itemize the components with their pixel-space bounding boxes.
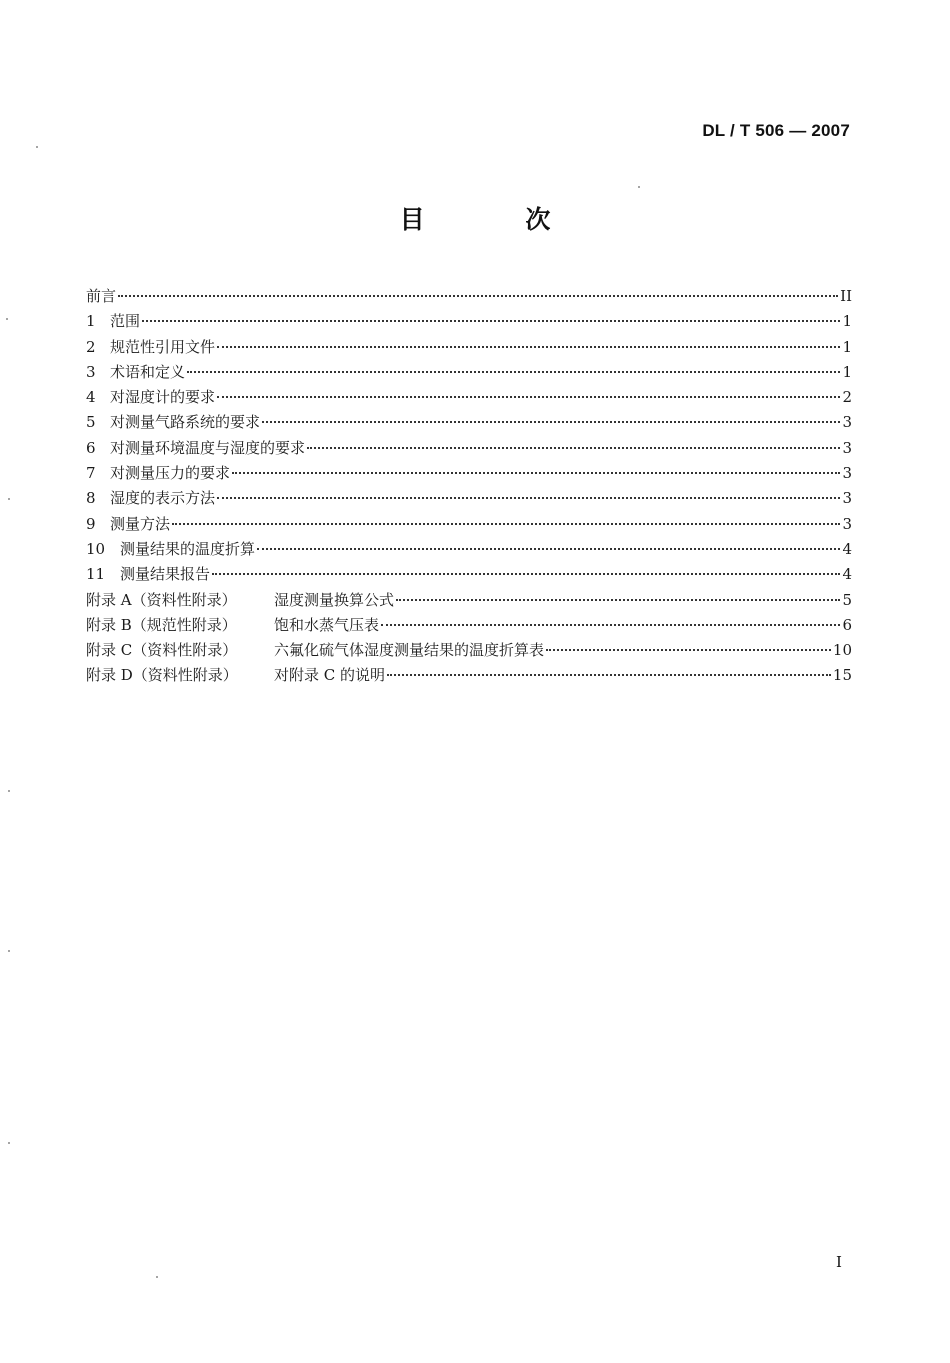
- toc-leader-dots: [307, 447, 840, 449]
- standard-code: DL / T 506 — 2007: [702, 121, 850, 140]
- toc-page-number: 15: [832, 666, 852, 685]
- scan-speck: [8, 790, 10, 792]
- toc-page-number: 3: [842, 514, 852, 533]
- toc-entry-text: 对测量气路系统的要求: [110, 413, 261, 432]
- toc-entry-text: 测量方法: [110, 514, 171, 533]
- toc-leader-dots: [118, 295, 838, 297]
- toc-page-number: 1: [842, 362, 852, 381]
- toc-page-number: II: [840, 287, 852, 305]
- toc-entry-11[interactable]: [86, 562, 852, 587]
- toc-leader-dots: [142, 320, 840, 322]
- toc-leader-dots: [217, 497, 840, 499]
- toc-page-number: 10: [832, 641, 852, 660]
- toc-entry-text: 六氟化硫气体湿度测量结果的温度折算表: [274, 641, 545, 660]
- toc-entry-1[interactable]: [86, 309, 852, 334]
- toc-entry-number: 3: [86, 362, 96, 381]
- toc-entry-number: 10: [86, 539, 106, 558]
- toc-page-number: 1: [842, 312, 852, 331]
- toc-entry-5[interactable]: [86, 410, 852, 435]
- toc-entry-4[interactable]: [86, 385, 852, 410]
- toc-page-number: 2: [842, 388, 852, 407]
- toc-entry-appendix-c[interactable]: [86, 638, 852, 663]
- toc-entry-text: 规范性引用文件: [110, 337, 216, 356]
- toc-entry-number: 1: [86, 312, 96, 331]
- scan-speck: [36, 146, 38, 148]
- toc-entry-number: 6: [86, 438, 96, 457]
- toc-leader-dots: [187, 371, 840, 373]
- toc-appendix-label: 附录 D（资料性附录）: [86, 666, 238, 685]
- toc-entry-number: 11: [86, 565, 106, 584]
- scan-speck: [8, 1142, 10, 1144]
- toc-page-number: 1: [842, 337, 852, 356]
- toc-page-number: 4: [842, 539, 852, 558]
- toc-leader-dots: [396, 599, 840, 601]
- toc-entry-appendix-d[interactable]: [86, 663, 852, 688]
- toc-leader-dots: [217, 396, 840, 398]
- toc-entry-text: 对测量环境温度与湿度的要求: [110, 438, 306, 457]
- toc-appendix-label: 附录 A（资料性附录）: [86, 590, 237, 609]
- toc-entry-6[interactable]: [86, 436, 852, 461]
- toc-entry-number: 5: [86, 413, 96, 432]
- toc-leader-dots: [387, 674, 831, 676]
- toc-page-number: 3: [842, 413, 852, 432]
- scan-speck: [156, 1276, 158, 1278]
- toc-entry-foreword[interactable]: [86, 284, 852, 309]
- toc-entry-number: 9: [86, 514, 96, 533]
- toc-entry-number: 2: [86, 337, 96, 356]
- toc-entry-text: 范围: [110, 312, 141, 331]
- scan-speck: [6, 318, 8, 320]
- toc-entry-text: 饱和水蒸气压表: [274, 615, 380, 634]
- toc-entry-number: 7: [86, 464, 96, 483]
- toc-entry-10[interactable]: [86, 537, 852, 562]
- toc-entry-text: 术语和定义: [110, 362, 186, 381]
- toc-entry-9[interactable]: [86, 512, 852, 537]
- toc-leader-dots: [257, 548, 840, 550]
- toc-appendix-label: 附录 C（资料性附录）: [86, 641, 238, 660]
- table-of-contents: [86, 284, 852, 689]
- toc-entry-text: 湿度的表示方法: [110, 489, 216, 508]
- toc-entry-3[interactable]: [86, 360, 852, 385]
- toc-entry-text: 对测量压力的要求: [110, 464, 231, 483]
- toc-entry-text: 对湿度计的要求: [110, 388, 216, 407]
- page-title: 目 次: [399, 205, 597, 234]
- toc-leader-dots: [381, 624, 840, 626]
- toc-page-number: 4: [842, 565, 852, 584]
- toc-entry-8[interactable]: [86, 486, 852, 511]
- toc-leader-dots: [212, 573, 840, 575]
- toc-page-number: 6: [842, 615, 852, 634]
- toc-entry-text: 测量结果的温度折算: [120, 539, 256, 558]
- toc-entry-7[interactable]: [86, 461, 852, 486]
- toc-page-number: 3: [842, 464, 852, 483]
- toc-page-number: 3: [842, 489, 852, 508]
- toc-entry-text: 对附录 C 的说明: [274, 666, 386, 685]
- footer-page-number: I: [836, 1253, 842, 1271]
- toc-leader-dots: [262, 421, 840, 423]
- toc-page-number: 5: [842, 590, 852, 609]
- toc-entry-text: 前言: [86, 287, 117, 305]
- toc-entry-appendix-b[interactable]: [86, 613, 852, 638]
- scan-speck: [638, 186, 640, 188]
- toc-leader-dots: [546, 649, 831, 651]
- toc-entry-text: 测量结果报告: [120, 565, 211, 584]
- toc-page-number: 3: [842, 438, 852, 457]
- toc-leader-dots: [172, 523, 840, 525]
- toc-entry-number: 8: [86, 489, 96, 508]
- toc-entry-text: 湿度测量换算公式: [274, 590, 395, 609]
- toc-leader-dots: [232, 472, 840, 474]
- toc-appendix-label: 附录 B（规范性附录）: [86, 615, 237, 634]
- scan-speck: [8, 950, 10, 952]
- scan-speck: [8, 498, 10, 500]
- toc-entry-number: 4: [86, 388, 96, 407]
- toc-leader-dots: [217, 346, 840, 348]
- toc-entry-2[interactable]: [86, 335, 852, 360]
- toc-entry-appendix-a[interactable]: [86, 588, 852, 613]
